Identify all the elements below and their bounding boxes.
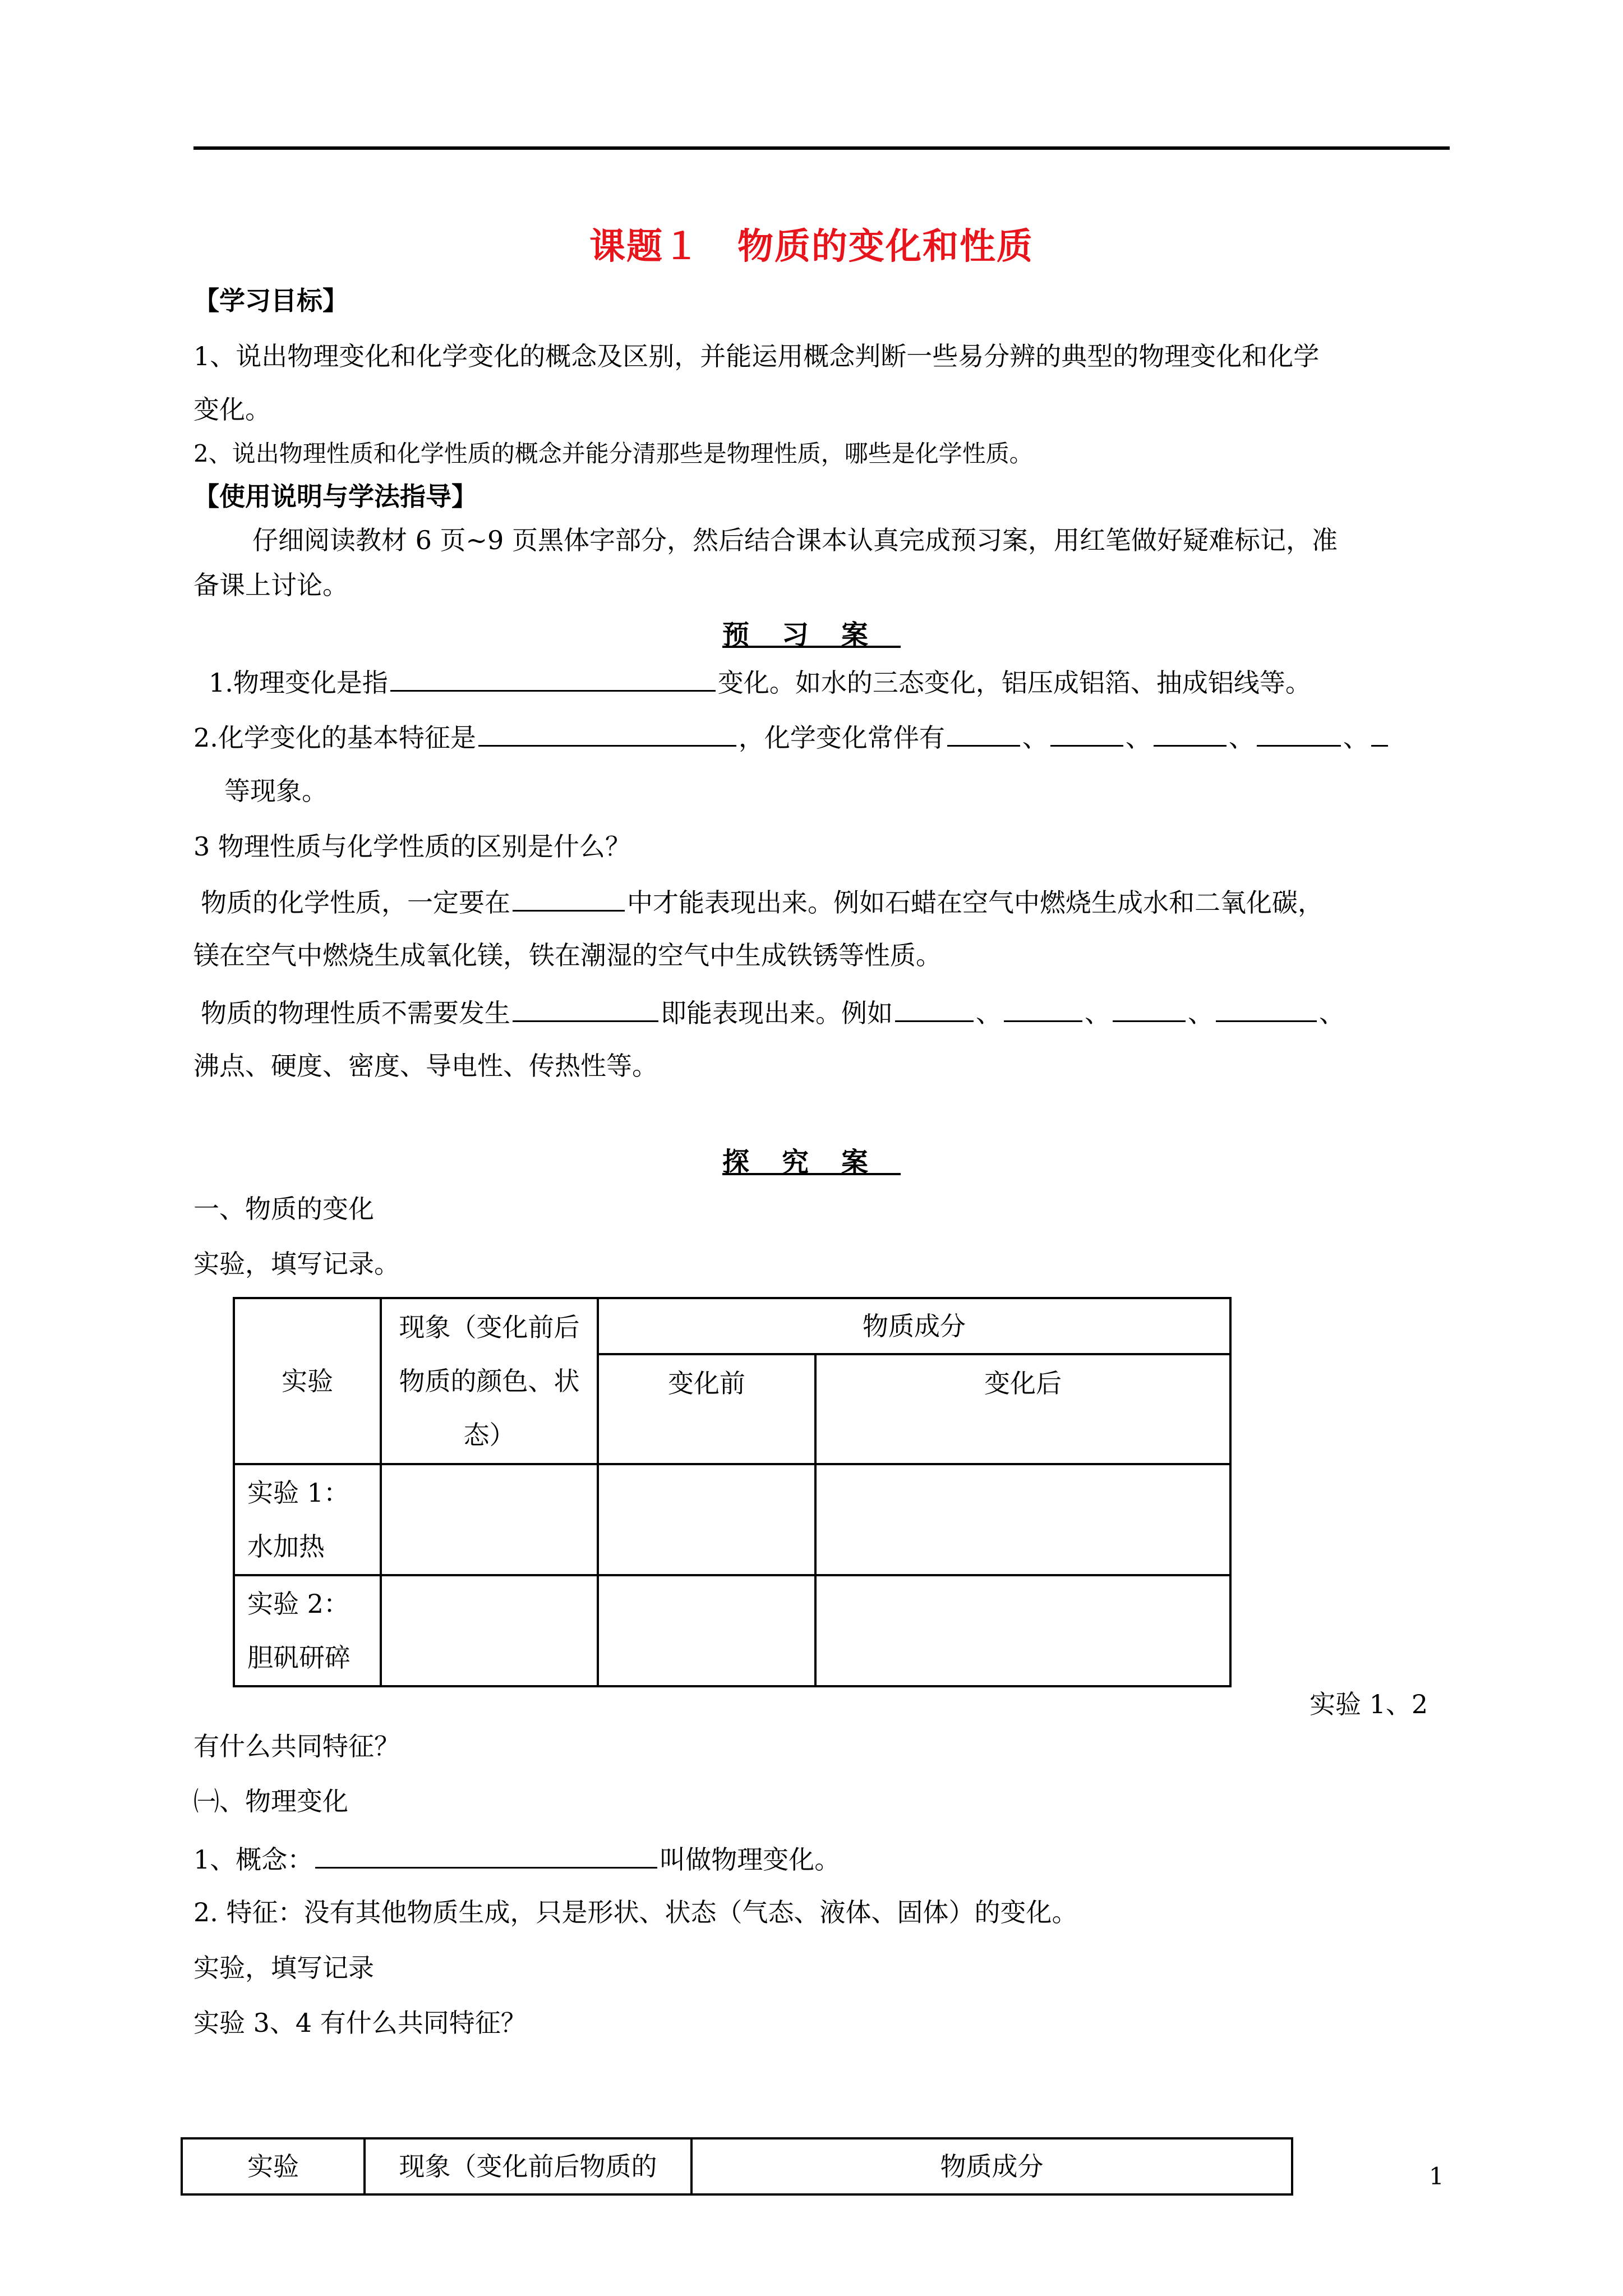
guide-line-1: 仔细阅读教材 6 页~9 页黑体字部分，然后结合课本认真完成预习案，用红笔做好疑难标记，准 — [252, 525, 1338, 555]
row-1-line-2: 水加热 — [247, 1531, 325, 1562]
goal-1-line-2: 变化。 — [193, 394, 271, 425]
chem-property-line-1 — [201, 887, 1324, 918]
q2-sep: 、 — [1125, 723, 1151, 753]
phys-sep: 、 — [1188, 998, 1214, 1028]
phys-property-line-1 — [201, 998, 1345, 1026]
phys-blank-2[interactable] — [1004, 998, 1082, 1022]
concept-line — [193, 1844, 841, 1875]
record-line: 实验，填写记录 — [193, 1953, 374, 1983]
phys-sep: 、 — [1319, 998, 1345, 1028]
q2-blank-main[interactable] — [478, 723, 736, 747]
t2-th-composition: 物质成分 — [691, 2138, 1292, 2194]
q2-mid: ，化学变化常伴有 — [738, 723, 945, 753]
chem-blank[interactable] — [513, 887, 625, 912]
row-1-after-cell[interactable] — [815, 1464, 1230, 1575]
concept-prefix: 1、概念： — [193, 1844, 313, 1875]
phys-sep: 、 — [1085, 998, 1110, 1028]
chem-property-line-2: 镁在空气中燃烧生成氧化镁，铁在潮湿的空气中生成铁锈等性质。 — [193, 940, 942, 970]
row-2-label — [234, 1575, 381, 1686]
t2-th-experiment: 实验 — [182, 2138, 365, 2194]
chem-prefix: 物质的化学性质，一定要在 — [201, 887, 510, 918]
experiment-table-2 — [181, 2137, 1293, 2196]
q2-sep: 、 — [1022, 723, 1048, 753]
after-table-right: 实验 1、2 — [1310, 1689, 1428, 1719]
row-2-line-1: 实验 2： — [247, 1589, 349, 1619]
t2-th-phenomenon: 现象（变化前后物质的 — [365, 2138, 691, 2194]
q2-blank-5[interactable] — [1371, 723, 1388, 747]
page-number: 1 — [1429, 2162, 1444, 2190]
guide-line-2: 备课上讨论。 — [193, 570, 348, 600]
q1-blank[interactable] — [390, 668, 716, 692]
phys-blank-main[interactable] — [513, 998, 658, 1022]
phys-blank-3[interactable] — [1113, 998, 1186, 1022]
question-3-4: 实验 3、4 有什么共同特征？ — [193, 2008, 527, 2038]
explore-section-1: 一、物质的变化 — [193, 1194, 374, 1224]
experiment-table-1 — [233, 1297, 1232, 1687]
phys-blank-4[interactable] — [1216, 998, 1317, 1022]
q1-suffix: 变化。如水的三态变化，铝压成铝箔、抽成铝线等。 — [717, 668, 1311, 698]
q2-sep: 、 — [1228, 723, 1255, 753]
feature-line: 2. 特征：没有其他物质生成，只是形状、状态（气态、液体、固体）的变化。 — [193, 1897, 1078, 1927]
th-after: 变化后 — [815, 1354, 1230, 1464]
preview-q1 — [209, 668, 1311, 696]
header-rule — [193, 146, 1450, 150]
explore-note: 实验，填写记录。 — [193, 1249, 400, 1279]
q2-blank-4[interactable] — [1257, 723, 1341, 747]
phys-property-line-2: 沸点、硬度、密度、导电性、传热性等。 — [193, 1051, 658, 1081]
concept-blank[interactable] — [315, 1844, 657, 1869]
goal-1-line-1: 1、说出物理变化和化学变化的概念及区别，并能运用概念判断一些易分辨的典型的物理变化和化学 — [193, 341, 1320, 371]
q2-blank-1[interactable] — [947, 723, 1020, 747]
after-table-left: 有什么共同特征？ — [193, 1731, 400, 1761]
page-title: 课题１ 物质的变化和性质 — [589, 226, 1034, 268]
row-2-phenomenon-cell[interactable] — [381, 1575, 598, 1686]
row-1-line-1: 实验 1： — [247, 1478, 349, 1508]
q2-sep: 、 — [1343, 723, 1369, 753]
th-before: 变化前 — [598, 1354, 815, 1464]
phys-blank-1[interactable] — [895, 998, 974, 1022]
guide-heading: 【使用说明与学法指导】 — [193, 481, 477, 512]
goals-heading: 【学习目标】 — [193, 286, 348, 316]
q2-blank-3[interactable] — [1154, 723, 1227, 747]
th-phenomenon — [381, 1298, 598, 1464]
th-composition: 物质成分 — [598, 1298, 1230, 1354]
subsection-physical-change: ㈠、物理变化 — [193, 1786, 348, 1816]
row-1-label — [234, 1464, 381, 1575]
row-2-before-cell[interactable] — [598, 1575, 815, 1686]
row-1-phenomenon-cell[interactable] — [381, 1464, 598, 1575]
row-2-line-2: 胆矾研碎 — [247, 1642, 351, 1673]
q1-prefix: 1.物理变化是指 — [209, 668, 388, 698]
row-1-before-cell[interactable] — [598, 1464, 815, 1575]
phys-mid: 即能表现出来。例如 — [661, 998, 893, 1028]
q2-prefix: 2.化学变化的基本特征是 — [193, 723, 476, 753]
explore-heading: 探究案 — [722, 1147, 901, 1178]
row-2-after-cell[interactable] — [815, 1575, 1230, 1686]
q2-blank-2[interactable] — [1050, 723, 1123, 747]
th-experiment: 实验 — [234, 1298, 381, 1464]
goal-2: 2、说出物理性质和化学性质的概念并能分清那些是物理性质，哪些是化学性质。 — [193, 440, 1033, 467]
preview-q2 — [193, 723, 1390, 751]
phys-sep: 、 — [976, 998, 1002, 1028]
concept-suffix: 叫做物理变化。 — [660, 1844, 841, 1875]
preview-q2-line-2: 等现象。 — [224, 776, 328, 806]
phys-prefix: 物质的物理性质不需要发生 — [201, 998, 510, 1028]
preview-heading: 预习案 — [722, 619, 901, 651]
preview-q3: 3 物理性质与化学性质的区别是什么？ — [193, 831, 631, 862]
th-phenomenon-text: 现象（变化前后物质的颜色、状态） — [399, 1312, 580, 1450]
chem-suffix: 中才能表现出来。例如石蜡在空气中燃烧生成水和二氧化碳， — [627, 887, 1324, 918]
